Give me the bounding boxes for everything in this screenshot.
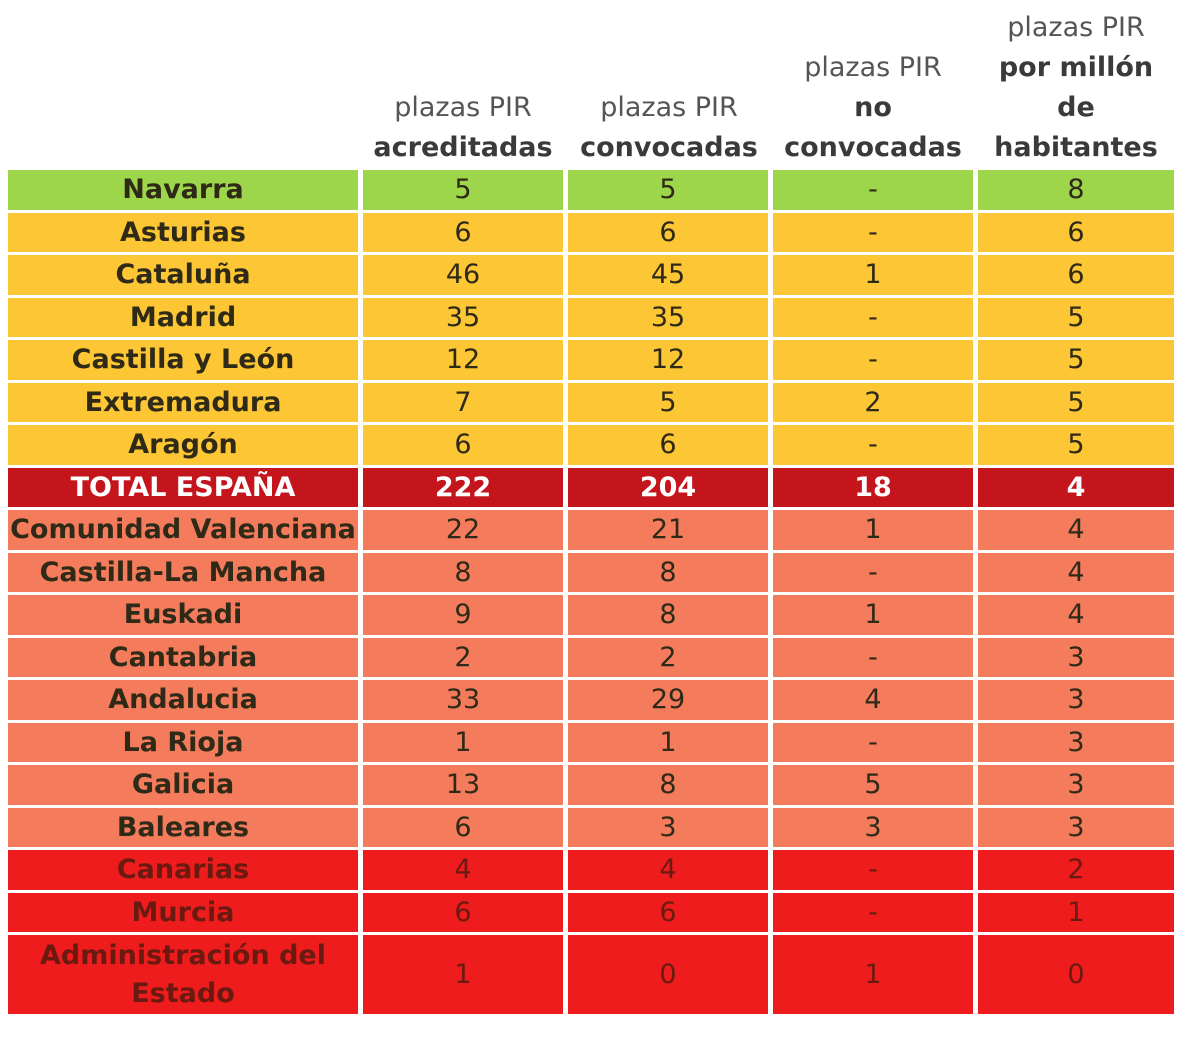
cell-no-convocadas: 18: [773, 468, 978, 511]
cell-acreditadas: 22: [363, 510, 568, 553]
cell-por-millon: 3: [978, 638, 1174, 681]
cell-convocadas: 5: [568, 383, 773, 426]
cell-por-millon: 4: [978, 468, 1174, 511]
table-row: [8, 255, 1174, 298]
cell-acreditadas: 7: [363, 383, 568, 426]
cell-por-millon: 1: [978, 893, 1174, 936]
cell-no-convocadas: -: [773, 298, 978, 341]
cell-no-convocadas: 5: [773, 765, 978, 808]
cell-convocadas: 8: [568, 553, 773, 596]
cell-no-convocadas: 1: [773, 255, 978, 298]
cell-no-convocadas: -: [773, 553, 978, 596]
cell-convocadas: 6: [568, 425, 773, 468]
header-line: convocadas: [784, 132, 962, 163]
table-row: [8, 723, 1174, 766]
row-name: Cataluña: [8, 255, 363, 298]
table-row: [8, 850, 1174, 893]
table-row: [8, 425, 1174, 468]
cell-convocadas: 6: [568, 213, 773, 256]
cell-no-convocadas: 4: [773, 680, 978, 723]
cell-acreditadas: 35: [363, 298, 568, 341]
header-line: no: [854, 92, 892, 123]
cell-por-millon: 0: [978, 935, 1174, 1017]
table-row: [8, 935, 1174, 1017]
cell-no-convocadas: 1: [773, 595, 978, 638]
table-row: [8, 510, 1174, 553]
cell-convocadas: 21: [568, 510, 773, 553]
cell-convocadas: 8: [568, 765, 773, 808]
table-row: [8, 170, 1174, 213]
cell-acreditadas: 6: [363, 425, 568, 468]
row-name: Castilla y León: [8, 340, 363, 383]
cell-no-convocadas: 1: [773, 510, 978, 553]
header-line: plazas PIR: [1007, 12, 1145, 43]
cell-convocadas: 204: [568, 468, 773, 511]
row-name: Comunidad Valenciana: [8, 510, 363, 553]
table-row: [8, 680, 1174, 723]
cell-acreditadas: 6: [363, 893, 568, 936]
header-acreditadas: [361, 88, 565, 168]
cell-no-convocadas: -: [773, 170, 978, 213]
cell-convocadas: 12: [568, 340, 773, 383]
cell-convocadas: 0: [568, 935, 773, 1017]
cell-por-millon: 4: [978, 510, 1174, 553]
cell-por-millon: 2: [978, 850, 1174, 893]
row-name: TOTAL ESPAÑA: [8, 468, 363, 511]
row-name: Galicia: [8, 765, 363, 808]
table-row: [8, 553, 1174, 596]
header-por-millon: [974, 8, 1178, 168]
cell-acreditadas: 2: [363, 638, 568, 681]
header-line: plazas PIR: [804, 52, 942, 83]
cell-convocadas: 5: [568, 170, 773, 213]
row-name: Cantabria: [8, 638, 363, 681]
header-convocadas: [567, 88, 771, 168]
header-line: por millón: [998, 52, 1154, 83]
header-line: plazas PIR: [394, 92, 532, 123]
cell-no-convocadas: 1: [773, 935, 978, 1017]
row-name: Castilla-La Mancha: [8, 553, 363, 596]
row-name: Euskadi: [8, 595, 363, 638]
table-row: [8, 595, 1174, 638]
table-row: [8, 808, 1174, 851]
cell-acreditadas: 1: [363, 723, 568, 766]
header-line: de: [1057, 92, 1095, 123]
cell-por-millon: 4: [978, 553, 1174, 596]
row-name: Andalucia: [8, 680, 363, 723]
cell-convocadas: 2: [568, 638, 773, 681]
table-row: [8, 340, 1174, 383]
row-name: La Rioja: [8, 723, 363, 766]
cell-por-millon: 6: [978, 255, 1174, 298]
cell-no-convocadas: 2: [773, 383, 978, 426]
cell-acreditadas: 8: [363, 553, 568, 596]
cell-no-convocadas: -: [773, 425, 978, 468]
cell-acreditadas: 222: [363, 468, 568, 511]
cell-por-millon: 3: [978, 680, 1174, 723]
cell-acreditadas: 6: [363, 213, 568, 256]
row-name: Asturias: [8, 213, 363, 256]
header-no-convocadas: [771, 48, 975, 168]
row-name: Madrid: [8, 298, 363, 341]
cell-acreditadas: 12: [363, 340, 568, 383]
header-line: habitantes: [994, 132, 1158, 163]
table-header: [0, 0, 1200, 168]
table-row: [8, 298, 1174, 341]
cell-convocadas: 29: [568, 680, 773, 723]
cell-acreditadas: 33: [363, 680, 568, 723]
row-name: Navarra: [8, 170, 363, 213]
cell-por-millon: 4: [978, 595, 1174, 638]
cell-convocadas: 45: [568, 255, 773, 298]
header-line: convocadas: [580, 132, 758, 163]
cell-por-millon: 5: [978, 383, 1174, 426]
cell-acreditadas: 46: [363, 255, 568, 298]
row-name: Administración del Estado: [8, 935, 363, 1017]
cell-por-millon: 6: [978, 213, 1174, 256]
cell-no-convocadas: 3: [773, 808, 978, 851]
cell-no-convocadas: -: [773, 340, 978, 383]
cell-acreditadas: 5: [363, 170, 568, 213]
header-line: plazas PIR: [600, 92, 738, 123]
header-line: acreditadas: [373, 132, 553, 163]
cell-no-convocadas: -: [773, 213, 978, 256]
cell-no-convocadas: -: [773, 850, 978, 893]
row-name: Canarias: [8, 850, 363, 893]
cell-convocadas: 1: [568, 723, 773, 766]
row-name: Aragón: [8, 425, 363, 468]
cell-no-convocadas: -: [773, 893, 978, 936]
table-row: [8, 383, 1174, 426]
table-row: [8, 638, 1174, 681]
table-row: [8, 765, 1174, 808]
cell-convocadas: 6: [568, 893, 773, 936]
cell-acreditadas: 13: [363, 765, 568, 808]
row-name: Baleares: [8, 808, 363, 851]
cell-por-millon: 3: [978, 808, 1174, 851]
row-name: Murcia: [8, 893, 363, 936]
cell-no-convocadas: -: [773, 638, 978, 681]
cell-acreditadas: 4: [363, 850, 568, 893]
cell-acreditadas: 9: [363, 595, 568, 638]
cell-convocadas: 3: [568, 808, 773, 851]
cell-convocadas: 4: [568, 850, 773, 893]
cell-convocadas: 35: [568, 298, 773, 341]
cell-por-millon: 8: [978, 170, 1174, 213]
cell-por-millon: 3: [978, 723, 1174, 766]
cell-acreditadas: 1: [363, 935, 568, 1017]
cell-por-millon: 5: [978, 425, 1174, 468]
table-row: [8, 893, 1174, 936]
cell-acreditadas: 6: [363, 808, 568, 851]
cell-por-millon: 5: [978, 298, 1174, 341]
table-body: [8, 170, 1174, 1017]
cell-por-millon: 3: [978, 765, 1174, 808]
row-name: Extremadura: [8, 383, 363, 426]
cell-convocadas: 8: [568, 595, 773, 638]
table-row: [8, 468, 1174, 511]
table-row: [8, 213, 1174, 256]
cell-por-millon: 5: [978, 340, 1174, 383]
cell-no-convocadas: -: [773, 723, 978, 766]
